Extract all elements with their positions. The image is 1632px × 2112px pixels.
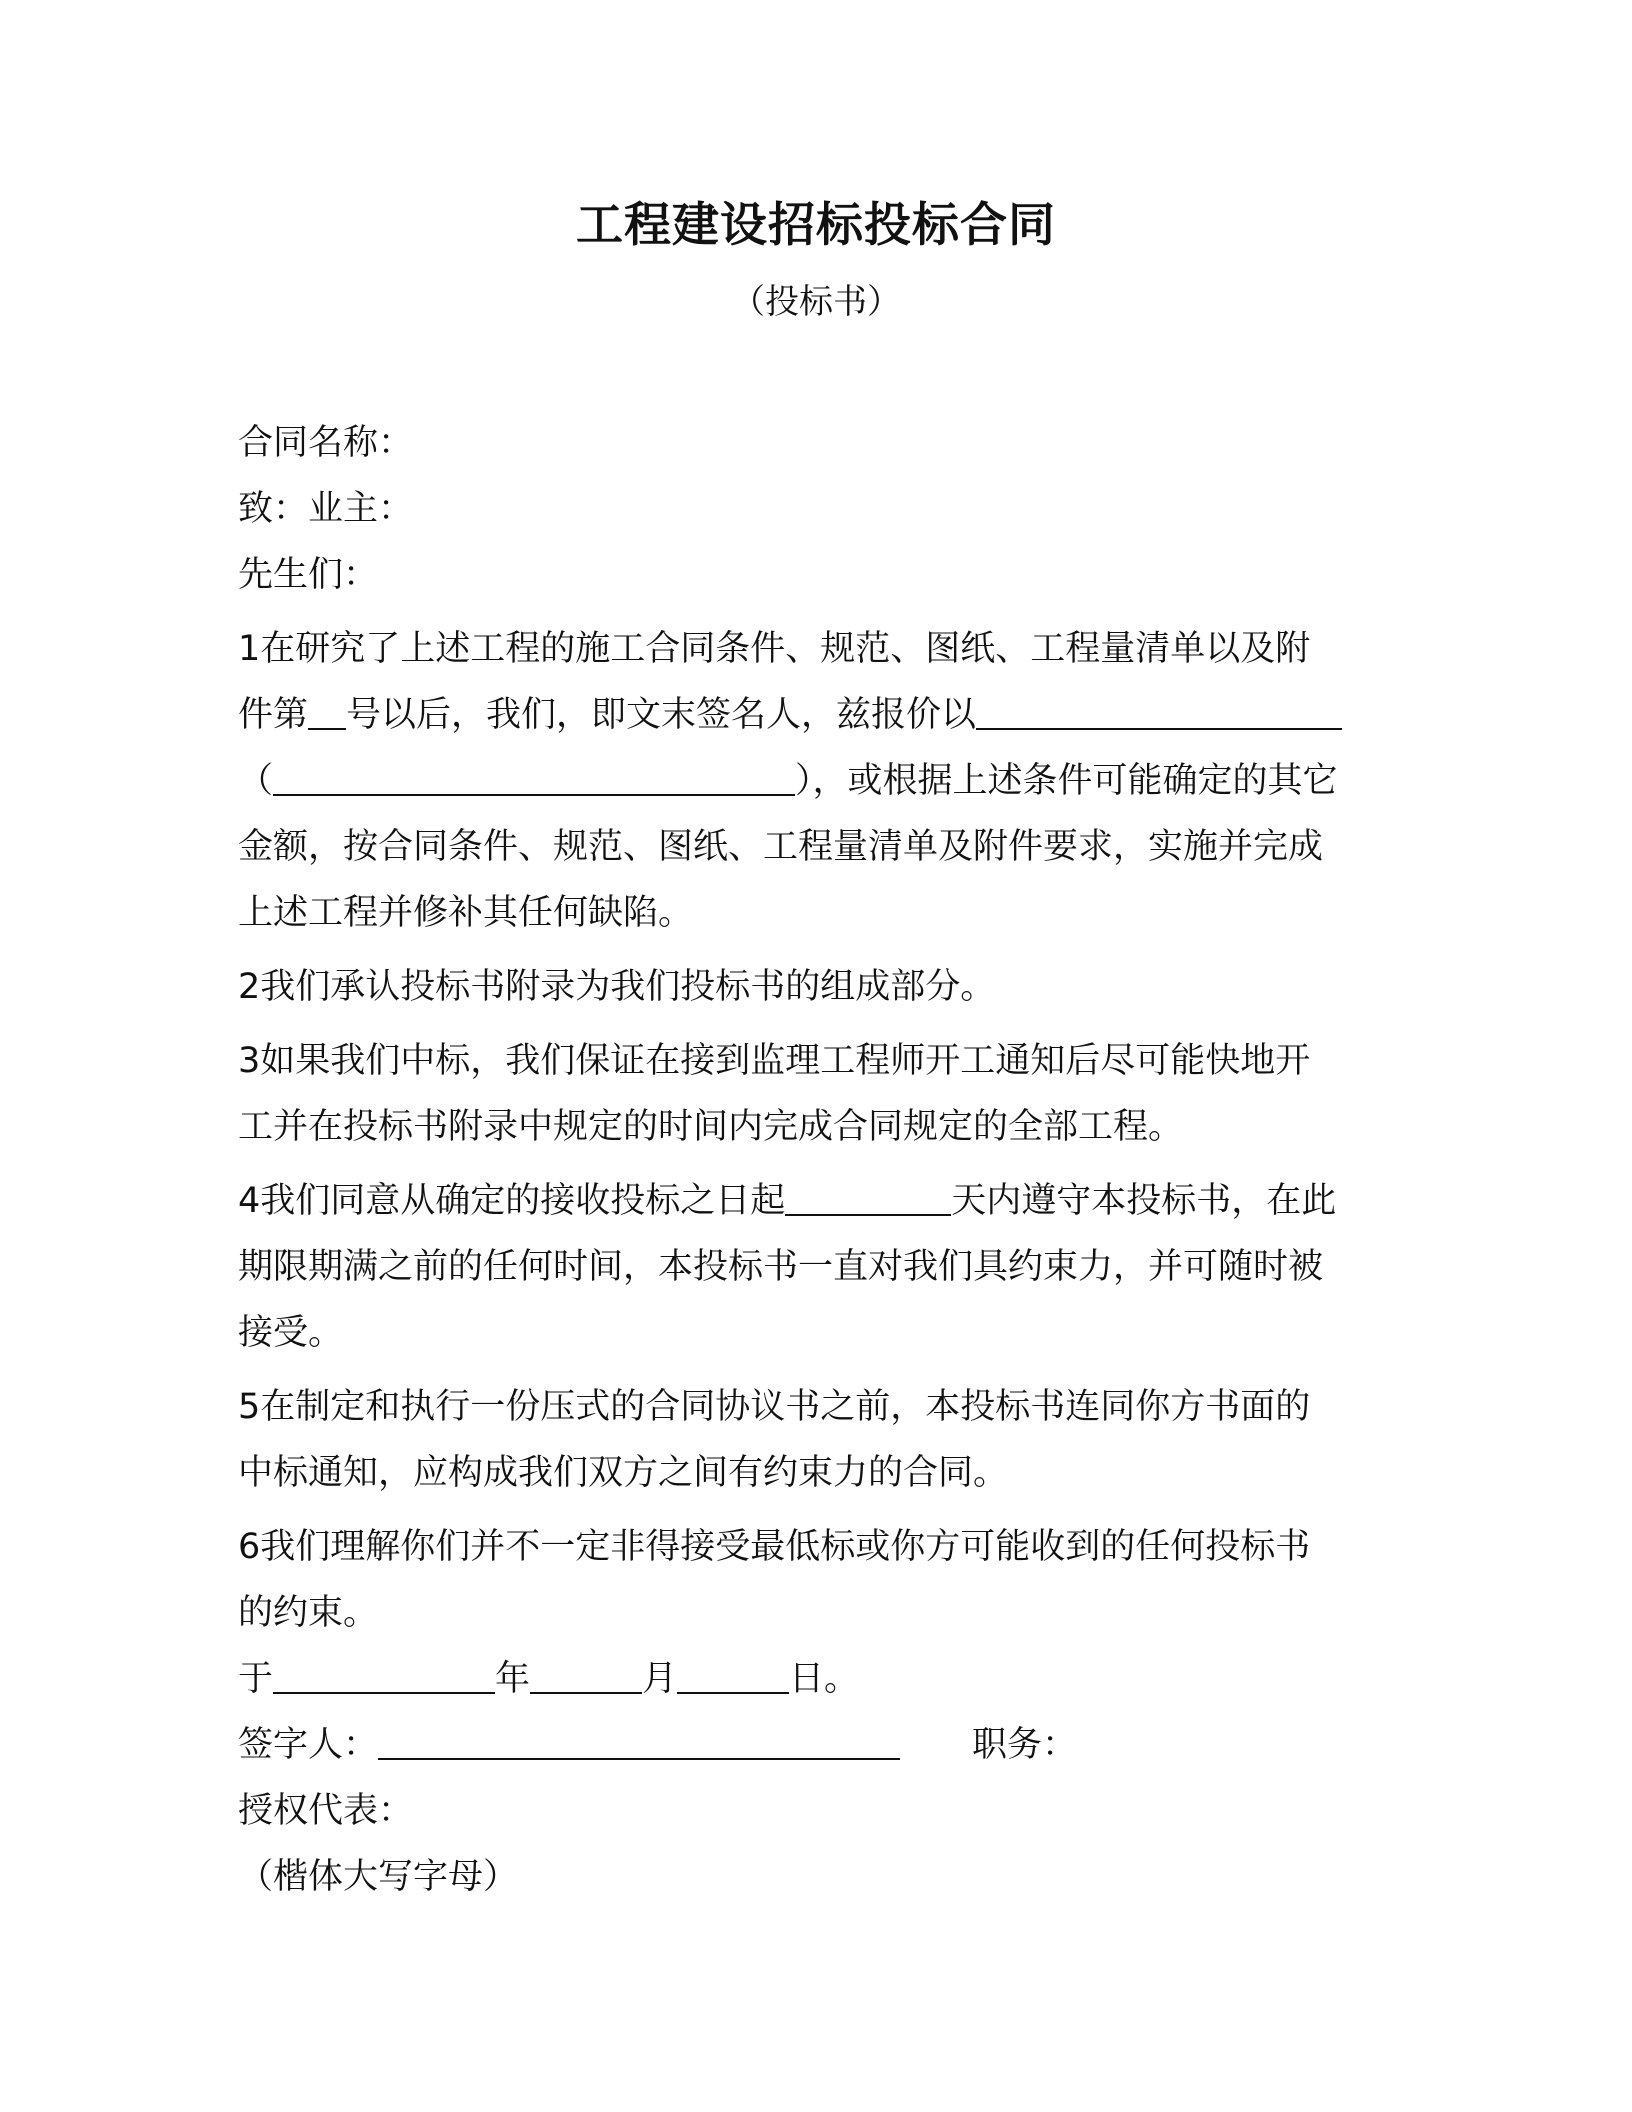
clause5-line2 <box>238 1440 1388 1506</box>
clause3-text: 工并在投标书附录中规定的时间内完成合同规定的全部工程。 <box>238 1107 1184 1147</box>
clause5-line1 <box>238 1374 1388 1440</box>
document-title: 工程建设招标投标合同 <box>576 198 1056 253</box>
attachment-number-blank[interactable] <box>308 684 346 730</box>
authorized-rep-label: 授权代表： <box>238 1791 414 1831</box>
document-body <box>238 410 1388 1910</box>
clause4-text: 4我们同意从确定的接收投标之日起 <box>238 1181 786 1221</box>
to-owner-label: 致：业主： <box>238 489 414 529</box>
clause5-text: 中标通知，应构成我们双方之间有约束力的合同。 <box>238 1453 1009 1493</box>
clause1-text: ），或根据上述条件可能确定的其它 <box>795 761 1338 801</box>
year-label: 年 <box>495 1659 531 1699</box>
contract-name-line <box>238 410 1388 476</box>
clause1-line2 <box>238 682 1388 748</box>
clause4-line3 <box>238 1300 1388 1366</box>
clause3-text: 3如果我们中标，我们保证在接到监理工程师开工通知后尽可能快地开 <box>238 1041 1311 1081</box>
duty-label: 职务： <box>972 1725 1078 1765</box>
date-line <box>238 1646 1388 1712</box>
clause1-text: 上述工程并修补其任何缺陷。 <box>238 893 694 933</box>
block-letters-note: （楷体大写字母） <box>238 1857 519 1897</box>
clause6-text: 6我们理解你们并不一定非得接受最低标或你方可能收到的任何投标书 <box>238 1527 1311 1567</box>
clause1-text: 件第 <box>238 695 309 735</box>
clause4-line1 <box>238 1168 1388 1234</box>
salutation: 先生们： <box>238 555 379 595</box>
month-blank[interactable] <box>530 1648 642 1694</box>
clause1-line4 <box>238 814 1388 880</box>
clause5-text: 5在制定和执行一份压式的合同协议书之前，本投标书连同你方书面的 <box>238 1387 1311 1427</box>
clause6-text: 的约束。 <box>238 1593 379 1633</box>
clause2-line1 <box>238 954 1388 1020</box>
clause1-line3 <box>238 748 1388 814</box>
clause4-line2 <box>238 1234 1388 1300</box>
contract-name-label: 合同名称： <box>238 423 414 463</box>
clause2-text: 2我们承认投标书附录为我们投标书的组成部分。 <box>238 967 996 1007</box>
clause1-text: 号以后，我们，即文末签名人，兹报价以 <box>346 695 977 735</box>
clause1-text: 1在研究了上述工程的施工合同条件、规范、图纸、工程量清单以及附 <box>238 629 1311 669</box>
date-blank[interactable] <box>273 1648 495 1694</box>
clause1-text: 金额，按合同条件、规范、图纸、工程量清单及附件要求，实施并完成 <box>238 827 1324 867</box>
signer-line <box>238 1712 1388 1778</box>
clause1-text: （ <box>238 761 274 801</box>
document-subtitle: （投标书） <box>731 282 901 322</box>
day-label: 日。 <box>789 1659 860 1699</box>
month-label: 月 <box>642 1659 678 1699</box>
date-prefix: 于 <box>238 1659 274 1699</box>
signature-blank[interactable] <box>378 1714 900 1760</box>
clause6-line1 <box>238 1514 1388 1580</box>
clause4-text: 天内遵守本投标书，在此 <box>951 1181 1337 1221</box>
salutation-line <box>238 542 1388 608</box>
to-owner-line <box>238 476 1388 542</box>
clause4-text: 期限期满之前的任何时间，本投标书一直对我们具约束力，并可随时被 <box>238 1247 1324 1287</box>
clause6-line2 <box>238 1580 1388 1646</box>
signer-label: 签字人： <box>238 1725 379 1765</box>
clause1-line1 <box>238 616 1388 682</box>
clause1-line5 <box>238 880 1388 946</box>
validity-days-blank[interactable] <box>785 1170 951 1216</box>
price-in-words-blank[interactable] <box>273 750 795 796</box>
price-blank[interactable] <box>976 684 1342 730</box>
authorized-rep-line <box>238 1778 1388 1844</box>
day-blank[interactable] <box>677 1648 789 1694</box>
block-letters-line <box>238 1844 1388 1910</box>
clause3-line2 <box>238 1094 1388 1160</box>
clause3-line1 <box>238 1028 1388 1094</box>
clause4-text: 接受。 <box>238 1313 344 1353</box>
